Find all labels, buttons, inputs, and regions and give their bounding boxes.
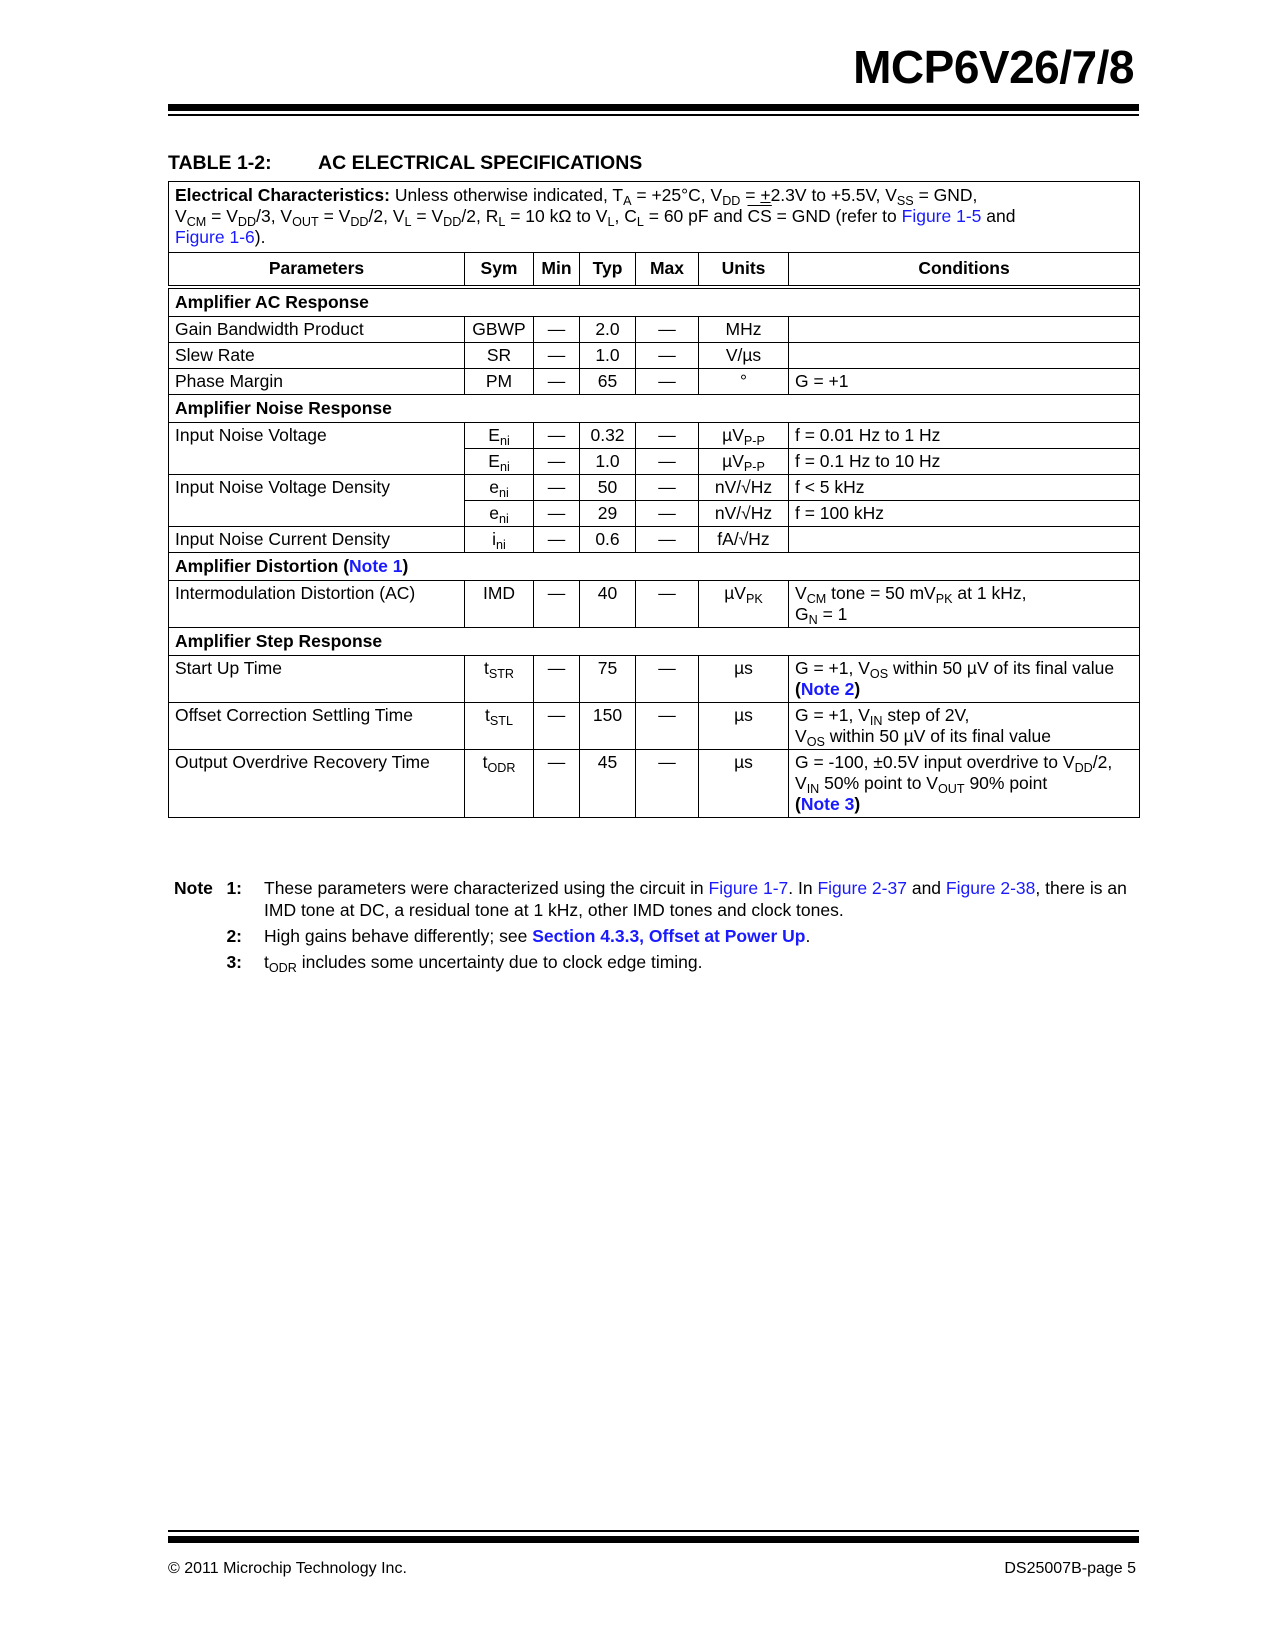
- table-row: Gain Bandwidth Product GBWP — 2.0 — MHz: [169, 317, 1140, 343]
- table-caption: [168, 152, 642, 175]
- table-row: Input Noise Current Density $i_{ni}$ — 0.6 — fA/√Hz: [169, 527, 1140, 553]
- table-row: Slew Rate SR — 1.0 — V/µs: [169, 343, 1140, 369]
- footer-rule-thin: [168, 1530, 1139, 1532]
- header-rule-thin: [168, 114, 1139, 116]
- footer-copyright: © 2011 Microchip Technology Inc.: [168, 1560, 407, 1577]
- table-row: Intermodulation Distortion (AC) IMD — 40 — µV$_{PK}$ $V_{CM}$ tone = 50 $mV_{PK}$ at 1 kHz, $G_N = 1$: [169, 581, 1140, 628]
- ac-specifications-table: [168, 181, 1140, 818]
- table-row: $E_{ni}$ — 1.0 — µV$_{P-P}$ f = 0.1 Hz to 10 Hz: [169, 449, 1140, 475]
- col-header-parameters: Parameters: [169, 253, 465, 288]
- link-figure-2-37[interactable]: Figure 2-37: [817, 878, 907, 898]
- section-distortion: Amplifier Distortion (Note 1): [169, 553, 1140, 581]
- table-row: Offset Correction Settling Time $t_{STL}$ — 150 — µs G = +1, $V_{IN}$ step of 2V, $V_{OS}$ within 50 µV of its final value: [169, 703, 1140, 750]
- link-figure-1-6[interactable]: Figure 1-6: [175, 227, 255, 247]
- table-title: AC ELECTRICAL SPECIFICATIONS: [318, 152, 643, 174]
- note-2: 2: High gains behave differently; see Section 4.3.3, Offset at Power Up.: [226, 926, 811, 946]
- electrical-characteristics-intro: Electrical Characteristics: Unless otherwise indicated, $T_A = +25^\circ C$, $V_{DD} = +2.3V$ to +5.5V, $V_{SS}$ = GND, $V_{CM} = V_{DD}/3$, $V_{OUT} = V_{DD}/2$, $V_L = V_{DD}/2$, $R_L = 10$ kΩ to $V_L$, $C_L = 60$ pF and $\overline{CS}$ = GND (refer to Figure 1-5 and Figure 1-6).: [169, 182, 1140, 253]
- table-row: Output Overdrive Recovery Time $t_{ODR}$ — 45 — µs G = -100, ±0.5V input overdrive to $V_{DD}/2$, $V_{IN}$ 50% point to $V_{OUT}$ 90% point (Note 3): [169, 750, 1140, 818]
- link-note-1[interactable]: Note 1: [349, 556, 403, 576]
- link-section-4-3-3[interactable]: Section 4.3.3, Offset at Power Up: [532, 926, 806, 946]
- col-header-max: Max: [636, 253, 699, 288]
- section-ac-response: Amplifier AC Response: [169, 287, 1140, 317]
- link-figure-2-38[interactable]: Figure 2-38: [945, 878, 1036, 898]
- section-step-response: Amplifier Step Response: [169, 628, 1140, 656]
- col-header-sym: Sym: [465, 253, 534, 288]
- note-3: 3: $t_{ODR}$ includes some uncertainty due to clock edge timing.: [226, 952, 703, 975]
- table-row: Phase Margin PM — 65 — ° G = +1: [169, 369, 1140, 395]
- col-header-min: Min: [534, 253, 580, 288]
- col-header-conditions: Conditions: [789, 253, 1140, 288]
- section-noise-response: Amplifier Noise Response: [169, 395, 1140, 423]
- col-header-typ: Typ: [580, 253, 636, 288]
- table-notes: [174, 877, 1139, 977]
- header-rule-thick: [168, 104, 1139, 111]
- link-note-3[interactable]: Note 3: [800, 794, 855, 814]
- footer-rule-thick: [168, 1536, 1139, 1543]
- note-1: Note 1: These parameters were characterized using the circuit in Figure 1-7. In Figure 2-37 and Figure 2-38, there is an IMD tone at DC, a residual tone at 1 kHz, other IMD tones and clock tones.: [174, 878, 1127, 920]
- note-label: Note: [174, 878, 213, 898]
- link-figure-1-7[interactable]: Figure 1-7: [708, 878, 789, 898]
- table-number: TABLE 1-2:: [168, 152, 272, 174]
- table-row: Start Up Time $t_{STR}$ — 75 — µs G = +1, $V_{OS}$ within 50 µV of its final value (Note 2): [169, 656, 1140, 703]
- table-header-row: [169, 253, 1140, 288]
- table-row: $e_{ni}$ — 29 — nV/√Hz f = 100 kHz: [169, 501, 1140, 527]
- col-header-units: Units: [699, 253, 789, 288]
- table-row: Input Noise Voltage $E_{ni}$ — 0.32 — µV$_{P-P}$ f = 0.01 Hz to 1 Hz: [169, 423, 1140, 449]
- link-note-2[interactable]: Note 2: [800, 679, 855, 699]
- document-title: MCP6V26/7/8: [853, 41, 1134, 93]
- footer-page-number: DS25007B-page 5: [1004, 1560, 1136, 1577]
- link-figure-1-5[interactable]: Figure 1-5: [901, 206, 982, 226]
- table-row: Input Noise Voltage Density $e_{ni}$ — 50 — nV/√Hz f < 5 kHz: [169, 475, 1140, 501]
- intro-label: Electrical Characteristics:: [175, 185, 390, 205]
